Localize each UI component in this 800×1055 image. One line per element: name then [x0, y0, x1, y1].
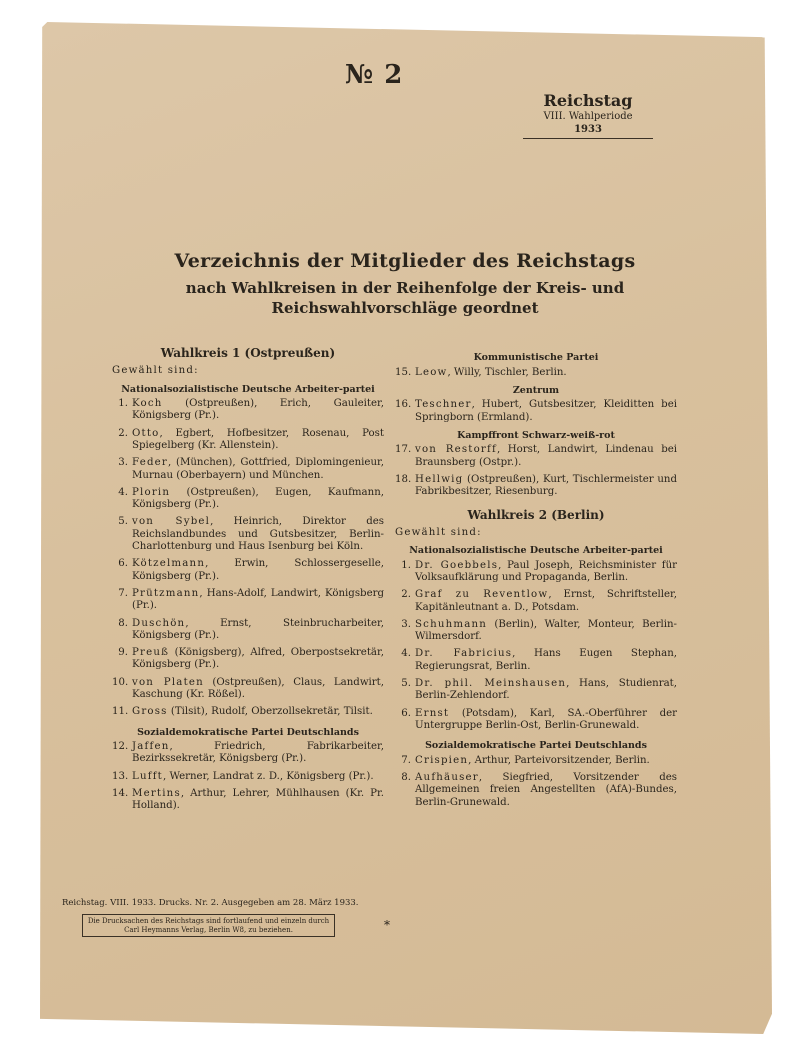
party-heading: Nationalsozialistische Deutsche Arbeiter-partei: [121, 383, 375, 395]
member-entry: [112, 558, 384, 583]
member-details: (Ostpreußen), Kurt, Tischlermeister und Fabrikbesitzer, Riesenburg.: [415, 473, 677, 498]
entry-text: [415, 399, 677, 424]
member-details: , Friedrich, Fabrikarbeiter, Bezirkssekretär, Königsberg (Pr.).: [132, 741, 384, 765]
entry-text: [132, 398, 384, 423]
member-name: Preuß: [132, 647, 170, 659]
member-entry: [112, 677, 384, 702]
entry-number: 2.: [401, 589, 411, 601]
member-details: (Ostpreußen), Claus, Landwirt, Kaschung (Kr. Rößel).: [132, 676, 384, 701]
party-heading: Sozialdemokratische Partei Deutschlands: [137, 726, 359, 738]
entry-text: [415, 589, 677, 614]
member-entry: [112, 647, 384, 672]
member-details: (Potsdam), Karl, SA.-Oberführer der Untergruppe Berlin-Ost, Berlin-Grunewald.: [415, 707, 677, 731]
member-entry: [395, 708, 677, 733]
member-details: , Hans, Studienrat, Berlin-Zehlendorf.: [415, 678, 677, 702]
member-list: [395, 755, 677, 809]
entry-number: 8.: [401, 772, 411, 784]
member-details: (Ostpreußen), Eugen, Kaufmann, Königsberg (Pr.).: [132, 486, 384, 511]
member-list: [395, 367, 677, 379]
entry-text: [415, 772, 677, 809]
entry-text: [132, 677, 384, 702]
entry-text: [132, 487, 384, 512]
member-entry: [395, 772, 677, 809]
entry-text: [132, 706, 384, 718]
entry-number: 7.: [401, 754, 411, 766]
entry-text: [132, 457, 384, 482]
party-heading: Zentrum: [512, 384, 560, 396]
member-name: Crispien: [415, 754, 469, 766]
member-name: Mertins: [132, 788, 181, 800]
gewaehlt-label: Gewählt sind:: [112, 365, 199, 377]
entry-number: 10.: [112, 676, 129, 688]
subtitle-line-2: Reichswahlvorschläge geordnet: [271, 299, 539, 317]
entry-number: 7.: [118, 587, 128, 599]
member-details: (Königsberg), Alfred, Oberpostsekretär, Königsberg (Pr.).: [132, 647, 384, 671]
member-details: , Egbert, Hofbesitzer, Rosenau, Post Spiegelberg (Kr. Allenstein).: [132, 427, 384, 451]
footer-star: *: [384, 918, 390, 932]
member-list: [112, 741, 384, 812]
member-entry: [112, 618, 384, 643]
entry-text: [415, 678, 677, 703]
member-details: , Hans-Adolf, Landwirt, Königsberg (Pr.).: [132, 587, 384, 612]
party-heading: Kommunistische Partei: [473, 352, 599, 363]
member-name: Ernst: [415, 707, 450, 719]
member-details: , (München), Gottfried, Diplomingenieur, Murnau (Oberbayern) und München.: [132, 457, 384, 481]
entry-text: [132, 618, 384, 643]
member-list: [395, 444, 677, 498]
member-details: , Siegfried, Vorsitzender des Allgemeinen freien Angestellten (AfA)-Bundes, Berlin-Grunewald.: [415, 772, 677, 808]
entry-number: 5.: [118, 516, 128, 528]
member-details: , Heinrich, Direktor des Reichslandbundes und Gutsbesitzer, Berlin-Charlottenburg und Haus Isenburg bei Köln.: [132, 516, 385, 553]
document-title: Verzeichnis der Mitglieder des Reichstags: [174, 250, 636, 272]
entry-number: 3.: [118, 457, 128, 469]
member-entry: [395, 619, 677, 644]
member-entry: [112, 457, 384, 482]
entry-text: [132, 741, 384, 766]
entry-number: 8.: [118, 617, 128, 629]
party-heading: Sozialdemokratische Partei Deutschlands: [425, 740, 647, 752]
wahlperiode-label: VIII. Wahlperiode: [543, 111, 633, 122]
entry-number: 1.: [401, 559, 411, 571]
entry-number: 18.: [395, 473, 412, 485]
member-entry: [395, 560, 677, 585]
left-column: [112, 345, 384, 818]
member-name: Gross: [132, 706, 168, 718]
member-name: Kötzelmann: [132, 558, 206, 570]
member-entry: [112, 741, 384, 766]
member-entry: [112, 788, 384, 813]
entry-number: 15.: [395, 366, 412, 378]
member-entry: [112, 588, 384, 613]
member-entry: [395, 755, 677, 767]
member-entry: [112, 516, 384, 553]
member-name: von Platen: [132, 676, 204, 688]
member-entry: [395, 678, 677, 703]
member-name: Plorin: [132, 486, 171, 498]
member-entry: [395, 399, 677, 424]
entry-text: [415, 648, 677, 673]
member-name: Prützmann: [132, 587, 200, 599]
entry-number: 14.: [112, 788, 129, 800]
member-details: , Ernst, Steinbrucharbeiter, Königsberg (Pr.).: [132, 617, 384, 641]
entry-text: [415, 560, 677, 585]
member-name: von Restorff: [415, 444, 497, 456]
entry-number: 12.: [112, 741, 129, 753]
year-label: 1933: [574, 124, 602, 135]
member-list: [395, 560, 677, 733]
entry-number: 6.: [401, 707, 411, 719]
member-name: Schuhmann: [415, 618, 488, 630]
entry-number: 5.: [401, 678, 411, 690]
header-rule: [523, 138, 653, 139]
member-name: Otto: [132, 427, 160, 439]
member-details: , Hans Eugen Stephan, Regierungsrat, Berlin.: [415, 648, 677, 672]
entry-number: 17.: [395, 444, 412, 456]
member-details: (Berlin), Walter, Monteur, Berlin-Wilmersdorf.: [415, 618, 677, 643]
member-details: , Hubert, Gutsbesitzer, Kleiditten bei Springborn (Ermland).: [415, 399, 677, 423]
entry-text: [132, 558, 384, 583]
member-name: Leow: [415, 366, 448, 378]
entry-text: [415, 444, 677, 469]
member-name: Graf zu Reventlow: [415, 589, 549, 601]
entry-number: 13.: [112, 770, 129, 782]
entry-number: 2.: [118, 427, 128, 439]
subtitle-line-1: nach Wahlkreisen in der Reihenfolge der Kreis- und: [185, 279, 625, 297]
member-name: Jaffen: [132, 741, 170, 753]
member-entry: [112, 428, 384, 453]
entry-number: 16.: [395, 399, 412, 411]
member-name: Lufft: [132, 770, 163, 782]
entry-text: [415, 619, 677, 644]
member-entry: [395, 474, 677, 499]
member-entry: [395, 589, 677, 614]
member-list: [395, 399, 677, 424]
member-name: Duschön: [132, 617, 186, 629]
member-details: , Erwin, Schlossergeselle, Königsberg (Pr.).: [132, 558, 384, 582]
entry-text: [132, 647, 384, 672]
member-name: Dr. phil. Meinshausen: [415, 678, 567, 690]
entry-text: [132, 588, 384, 613]
member-details: (Tilsit), Rudolf, Oberzollsekretär, Tilsit.: [167, 706, 373, 718]
party-heading: Nationalsozialistische Deutsche Arbeiter-partei: [409, 545, 663, 557]
entry-text: [132, 788, 384, 813]
member-entry: [395, 367, 677, 379]
member-details: , Horst, Landwirt, Lindenau bei Braunsberg (Ostpr.).: [415, 444, 677, 468]
entry-number: 11.: [112, 706, 129, 718]
member-details: , Ernst, Schriftsteller, Kapitänleutnant a. D., Potsdam.: [415, 589, 677, 613]
entry-number: 9.: [118, 647, 128, 659]
entry-text: [132, 771, 384, 783]
document-subtitle: [140, 278, 670, 318]
member-entry: [112, 706, 384, 718]
member-name: Koch: [132, 398, 163, 410]
entry-number: 4.: [401, 648, 411, 660]
member-name: Aufhäuser: [415, 772, 479, 784]
entry-number: 3.: [401, 618, 411, 630]
member-entry: [112, 487, 384, 512]
footer-publication-line: Reichstag. VIII. 1933. Drucks. Nr. 2. Ausgegeben am 28. März 1933.: [62, 898, 359, 908]
member-list: [112, 398, 384, 719]
document-number: № 2: [345, 60, 404, 90]
entry-text: [415, 474, 677, 499]
wahlkreis-heading: Wahlkreis 2 (Berlin): [467, 507, 605, 522]
entry-text: [132, 428, 384, 453]
entry-number: 1.: [118, 398, 128, 410]
member-name: Teschner: [415, 399, 472, 411]
entry-text: [415, 755, 677, 767]
member-details: , Paul Joseph, Reichsminister für Volksaufklärung und Propaganda, Berlin.: [415, 559, 678, 583]
member-entry: [395, 444, 677, 469]
member-name: Hellwig: [415, 473, 464, 485]
entry-text: [132, 516, 384, 553]
footer-notice-box: Die Drucksachen des Reichstags sind fortlaufend und einzeln durch Carl Heymanns Verlag, Berlin W8, zu beziehen.: [82, 914, 335, 937]
member-details: , Arthur, Parteivorsitzender, Berlin.: [468, 754, 650, 766]
member-details: , Arthur, Lehrer, Mühlhausen (Kr. Pr. Holland).: [132, 788, 384, 812]
entry-text: [415, 708, 677, 733]
party-heading: Kampffront Schwarz-weiß-rot: [457, 429, 615, 441]
entry-number: 6.: [118, 558, 128, 570]
member-name: Dr. Fabricius: [415, 648, 513, 660]
member-details: , Werner, Landrat z. D., Königsberg (Pr.).: [162, 770, 374, 782]
member-entry: [112, 771, 384, 783]
member-name: Dr. Goebbels: [415, 559, 499, 571]
member-name: Feder: [132, 457, 168, 469]
right-column: [395, 352, 677, 814]
member-entry: [395, 648, 677, 673]
reichstag-label: Reichstag: [543, 91, 633, 110]
member-entry: [112, 398, 384, 423]
entry-number: 4.: [118, 486, 128, 498]
member-name: von Sybel: [132, 516, 211, 528]
member-details: , Willy, Tischler, Berlin.: [447, 366, 567, 378]
gewaehlt-label: Gewählt sind:: [395, 526, 482, 538]
member-details: (Ostpreußen), Erich, Gauleiter, Königsberg (Pr.).: [132, 398, 384, 422]
wahlkreis-heading: Wahlkreis 1 (Ostpreußen): [160, 346, 336, 360]
header-block: [518, 92, 658, 139]
entry-text: [415, 367, 677, 379]
